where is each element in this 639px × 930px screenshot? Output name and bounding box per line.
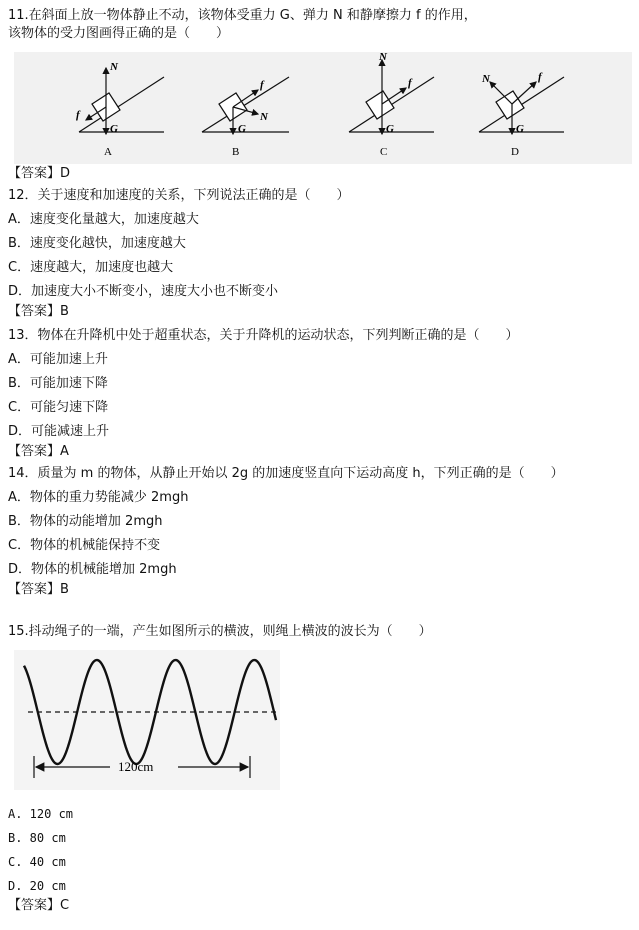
q15-answer: 【答案】C	[8, 898, 70, 913]
q11-stem-line1: 11.在斜面上放一物体静止不动，该物体受重力 G、弹力 N 和静摩擦力 f 的作用，	[8, 8, 477, 23]
q12-answer: 【答案】B	[8, 304, 69, 319]
q13-answer: 【答案】A	[8, 444, 69, 459]
q15-stem: 15.抖动绳子的一端，产生如图所示的横波，则绳上横波的波长为（ ）	[8, 624, 432, 639]
q13-option-b: B．可能加速下降	[8, 376, 108, 391]
q15-option-c: C. 40 cm	[8, 855, 66, 869]
q12-option-d: D．加速度大小不断变小，速度大小也不断变小	[8, 284, 279, 299]
q13-option-c: C．可能匀速下降	[8, 400, 109, 415]
force-label-g: G	[386, 123, 394, 135]
q12-option-c: C．速度越大，加速度也越大	[8, 260, 174, 275]
force-label-g: G	[110, 123, 118, 135]
q14-option-b: B．物体的动能增加 2mgh	[8, 514, 163, 529]
length-label: 120cm	[118, 759, 154, 774]
force-label-n: N	[110, 61, 118, 73]
option-label-a: A	[104, 146, 112, 158]
force-label-g: G	[516, 123, 524, 135]
q15-option-d: D. 20 cm	[8, 879, 66, 893]
force-label-n: N	[260, 111, 268, 123]
force-label-f: f	[76, 109, 80, 121]
q15-option-b: B. 80 cm	[8, 831, 66, 845]
q15-option-a: A. 120 cm	[8, 807, 74, 821]
force-label-n: N	[379, 52, 387, 63]
q15-wave-diagram	[14, 650, 280, 790]
q13-option-a: A．可能加速上升	[8, 352, 108, 367]
q11-stem-line2: 该物体的受力图画得正确的是（ ）	[8, 26, 230, 41]
q14-option-c: C．物体的机械能保持不变	[8, 538, 161, 553]
q14-stem: 14．质量为 m 的物体，从静止开始以 2g 的加速度竖直向下运动高度 h，下列正确的是（ ）	[8, 466, 564, 481]
q13-stem: 13．物体在升降机中处于超重状态，关于升降机的运动状态，下列判断正确的是（ ）	[8, 328, 519, 343]
q12-stem: 12．关于速度和加速度的关系，下列说法正确的是（ ）	[8, 188, 350, 203]
option-label-b: B	[232, 146, 240, 158]
force-label-n: N	[482, 73, 490, 85]
option-label-c: C	[380, 146, 388, 158]
q11-force-diagram	[14, 52, 632, 164]
q12-option-a: A．速度变化量越大，加速度越大	[8, 212, 199, 227]
force-label-f: f	[538, 71, 542, 83]
force-label-g: G	[238, 123, 246, 135]
q14-option-d: D．物体的机械能增加 2mgh	[8, 562, 177, 577]
q13-option-d: D．可能减速上升	[8, 424, 110, 439]
q14-option-a: A．物体的重力势能减少 2mgh	[8, 490, 189, 505]
force-label-f: f	[408, 77, 412, 89]
q11-answer: 【答案】D	[8, 166, 71, 181]
force-label-f: f	[260, 79, 264, 91]
option-label-d: D	[511, 146, 519, 158]
q12-option-b: B．速度变化越快，加速度越大	[8, 236, 186, 251]
q14-answer: 【答案】B	[8, 582, 69, 597]
